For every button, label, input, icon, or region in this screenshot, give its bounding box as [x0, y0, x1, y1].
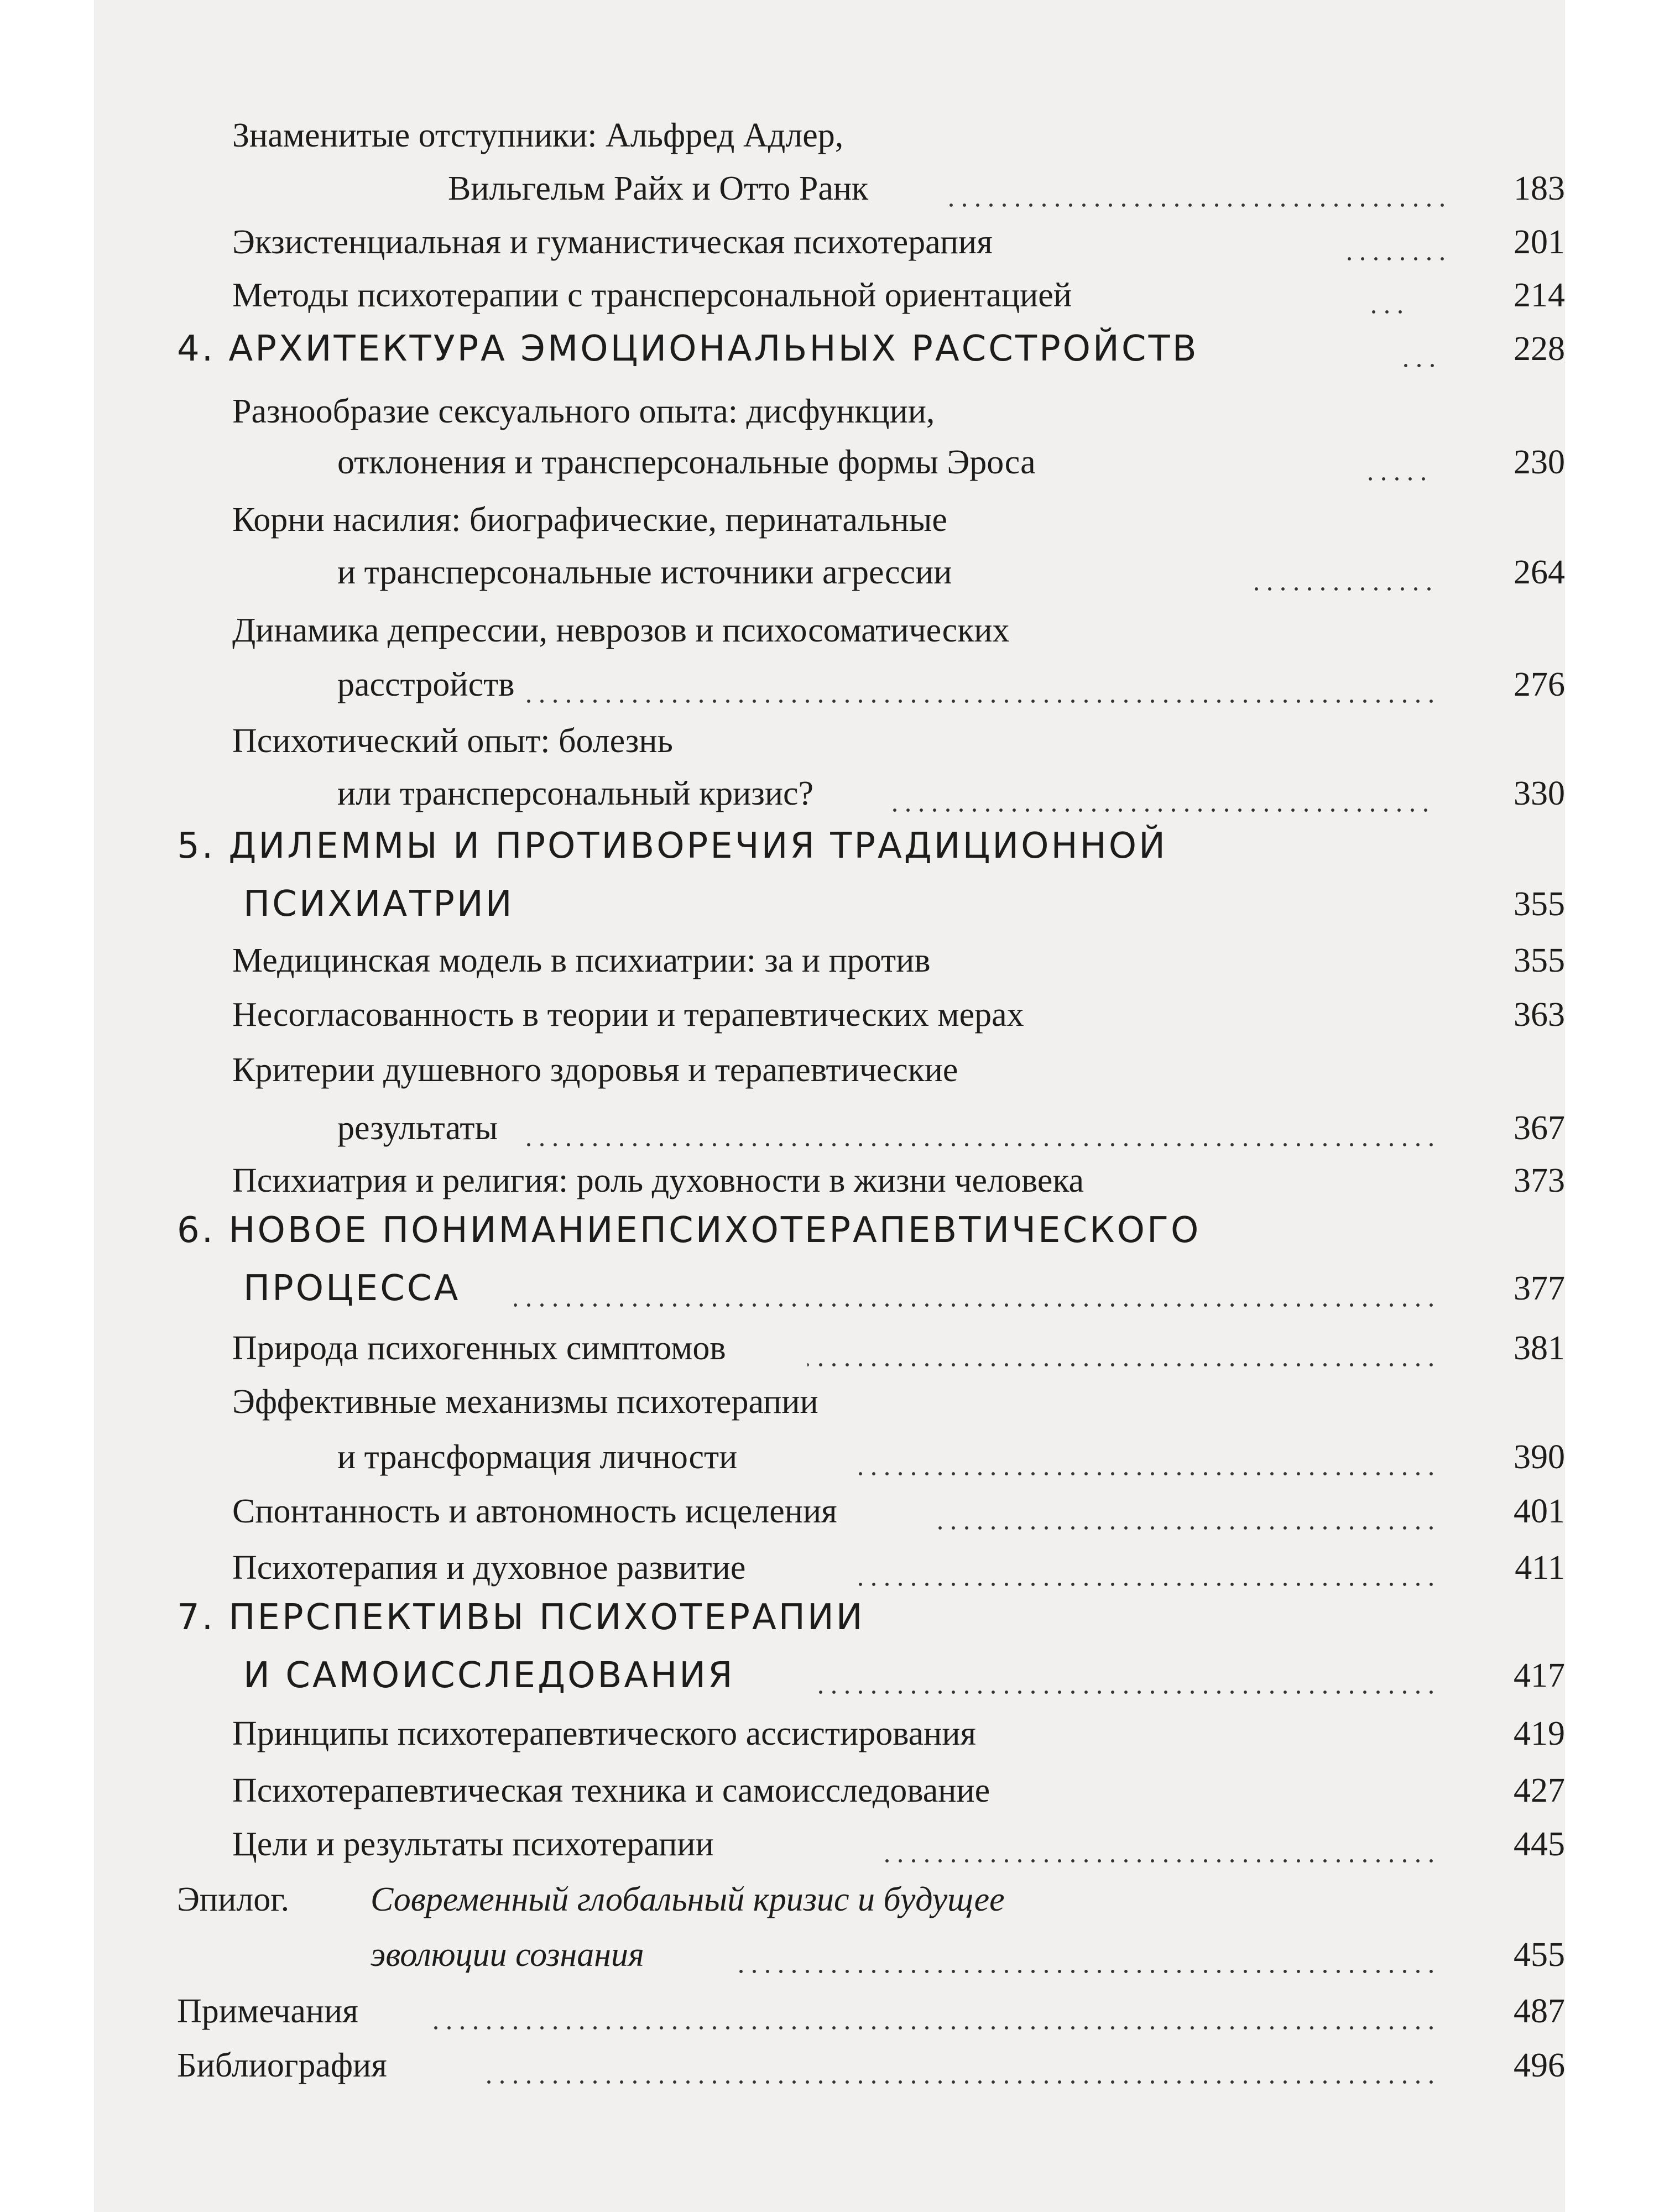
toc-entry	[94, 600, 1565, 661]
toc-entry	[94, 1427, 1565, 1488]
dot-leader	[1364, 476, 1430, 482]
toc-entry-title: результаты	[337, 1109, 498, 1147]
toc-entry	[94, 1098, 1565, 1159]
toc-entry chapter-heading	[94, 874, 1565, 935]
toc-entry-title: Психиатрия и религия: роль духовности в жизни человека	[232, 1162, 1084, 1199]
toc-page-number: 455	[1514, 1936, 1565, 1974]
toc-entry-title: Психотический опыт: болезнь	[232, 722, 673, 760]
toc-entry	[94, 212, 1565, 273]
toc-entry	[94, 1814, 1565, 1875]
dot-leader	[514, 1302, 1438, 1308]
toc-entry	[94, 711, 1565, 771]
dot-leader	[1250, 586, 1436, 592]
toc-entry-title: 5. ДИЛЕММЫ И ПРОТИВОРЕЧИЯ ТРАДИЦИОННОЙ	[177, 826, 1168, 867]
toc-entry	[94, 763, 1565, 824]
toc-entry-title: Экзистенциальная и гуманистическая психотерапия	[232, 223, 993, 261]
toc-entry-title: ПРОЦЕССА	[243, 1268, 461, 1309]
toc-entry-title: ПСИХИАТРИИ	[243, 884, 514, 925]
dot-leader	[481, 2079, 1438, 2085]
toc-entry-title: Современный глобальный кризис и будущее	[371, 1881, 1005, 1918]
toc-page-number: 183	[1514, 170, 1565, 207]
toc-page-number: 487	[1514, 1992, 1565, 2030]
toc-entry chapter-heading	[94, 1645, 1565, 1706]
toc-entry	[94, 105, 1565, 166]
toc-page-number: 427	[1514, 1772, 1565, 1809]
toc-entry-title: расстройств	[337, 666, 515, 703]
toc-page-number: 264	[1514, 554, 1565, 591]
toc-entry	[94, 654, 1565, 715]
toc-entry chapter-heading	[94, 1200, 1565, 1261]
toc-entry	[94, 1869, 1565, 1930]
toc-entry	[94, 1318, 1565, 1379]
toc-entry chapter-heading	[94, 1587, 1565, 1648]
toc-entry-title: Вильгельм Райх и Отто Ранк	[448, 170, 869, 207]
toc-page-number: 367	[1514, 1109, 1565, 1147]
dot-leader	[735, 1969, 1438, 1974]
toc-page-number: 496	[1514, 2047, 1565, 2084]
dot-leader	[857, 1471, 1438, 1477]
toc-entry-title: Цели и результаты психотерапии	[232, 1825, 714, 1863]
toc-entry	[94, 432, 1565, 493]
toc-entry chapter-heading	[94, 816, 1565, 877]
toc-entry-title: Корни насилия: биографические, перинатальные	[232, 501, 947, 539]
toc-entry-title: Примечания	[177, 1992, 358, 2030]
toc-page-number: 373	[1514, 1162, 1565, 1199]
toc-entry	[94, 1371, 1565, 1432]
dot-leader	[807, 1362, 1438, 1368]
toc-entry-title: 4. АРХИТЕКТУРА ЭМОЦИОНАЛЬНЫХ РАССТРОЙСТВ	[177, 328, 1199, 369]
toc-page-number: 228	[1514, 330, 1565, 368]
toc-entry-title: 7. ПЕРСПЕКТИВЫ ПСИХОТЕРАПИИ	[177, 1597, 865, 1638]
dot-leader	[879, 1858, 1438, 1864]
dot-leader	[818, 1689, 1438, 1695]
dot-leader	[890, 807, 1432, 813]
toc-entry	[94, 1040, 1565, 1100]
book-page	[94, 0, 1565, 2212]
toc-page-number: 355	[1514, 942, 1565, 979]
toc-page-number: 355	[1514, 885, 1565, 923]
toc-entry-title: Несогласованность в теории и терапевтических мерах	[232, 996, 1024, 1034]
toc-entry-title: Медицинская модель в психиатрии: за и против	[232, 942, 931, 979]
toc-entry	[94, 158, 1565, 219]
toc-entry-title: и трансперсональные источники агрессии	[337, 554, 952, 591]
toc-page-number: 401	[1514, 1493, 1565, 1530]
toc-entry	[94, 542, 1565, 603]
toc-page-number: 411	[1515, 1549, 1565, 1587]
toc-page-number: 417	[1514, 1657, 1565, 1694]
toc-entry	[94, 984, 1565, 1045]
toc-entry-title: Эффективные механизмы психотерапии	[232, 1383, 818, 1421]
toc-entry	[94, 1703, 1565, 1764]
toc-entry chapter-heading	[94, 1258, 1565, 1319]
toc-page-number: 201	[1514, 223, 1565, 261]
dot-leader	[525, 1142, 1438, 1147]
toc-page-number: 363	[1514, 996, 1565, 1034]
dot-leader	[1367, 309, 1407, 315]
toc-entry-title: 6. НОВОЕ ПОНИМАНИЕПСИХОТЕРАПЕВТИЧЕСКОГО	[177, 1210, 1201, 1251]
toc-entry-title: эволюции сознания	[371, 1936, 644, 1974]
epilogue-label: Эпилог.	[177, 1881, 290, 1918]
toc-entry	[94, 489, 1565, 550]
toc-entry-title: Методы психотерапии с трансперсональной ориентацией	[232, 276, 1072, 314]
toc-entry-title: Критерии душевного здоровья и терапевтические	[232, 1051, 958, 1089]
toc-page-number: 377	[1514, 1270, 1565, 1307]
toc-entry-title: Динамика депрессии, неврозов и психосоматических	[232, 612, 1010, 649]
toc-entry-title: Психотерапия и духовное развитие	[232, 1549, 746, 1587]
toc-page-number: 390	[1514, 1438, 1565, 1476]
toc-entry-title: Библиография	[177, 2047, 387, 2084]
toc-page-number: 381	[1514, 1329, 1565, 1367]
dot-leader	[1399, 363, 1439, 368]
toc-page-number: 445	[1514, 1825, 1565, 1863]
toc-entry-title: Разнообразие сексуального опыта: дисфункции,	[232, 393, 935, 430]
dot-leader	[940, 202, 1449, 208]
toc-entry-title: Принципы психотерапевтического ассистирования	[232, 1715, 977, 1752]
toc-entry-title: Психотерапевтическая техника и самоисследование	[232, 1772, 990, 1809]
toc-entry	[94, 930, 1565, 991]
toc-page-number: 230	[1514, 444, 1565, 481]
toc-page-number: 214	[1514, 276, 1565, 314]
toc-entry chapter-heading	[94, 319, 1565, 379]
toc-entry-title: и трансформация личности	[337, 1438, 738, 1476]
toc-entry-title: или трансперсональный кризис?	[337, 775, 814, 812]
toc-entry-title: Природа психогенных симптомов	[232, 1329, 726, 1367]
toc-entry	[94, 2035, 1565, 2096]
toc-entry	[94, 1760, 1565, 1821]
toc-entry-title: И САМОИССЛЕДОВАНИЯ	[243, 1655, 735, 1696]
toc-entry-title: Спонтанность и автономность исцеления	[232, 1493, 837, 1530]
toc-entry	[94, 1981, 1565, 2042]
toc-page-number: 330	[1514, 775, 1565, 812]
toc-entry	[94, 1924, 1565, 1985]
dot-leader	[1343, 256, 1449, 262]
dot-leader	[935, 1525, 1438, 1531]
toc-entry-title: отклонения и трансперсональные формы Эроса	[337, 444, 1036, 481]
toc-page-number: 276	[1514, 666, 1565, 703]
toc-entry	[94, 265, 1565, 326]
toc-entry	[94, 1481, 1565, 1542]
toc-page-number: 419	[1514, 1715, 1565, 1752]
dot-leader	[857, 1582, 1438, 1587]
toc-entry-title: Знаменитые отступники: Альфред Адлер,	[232, 117, 844, 154]
dot-leader	[426, 2025, 1438, 2031]
dot-leader	[525, 698, 1438, 704]
